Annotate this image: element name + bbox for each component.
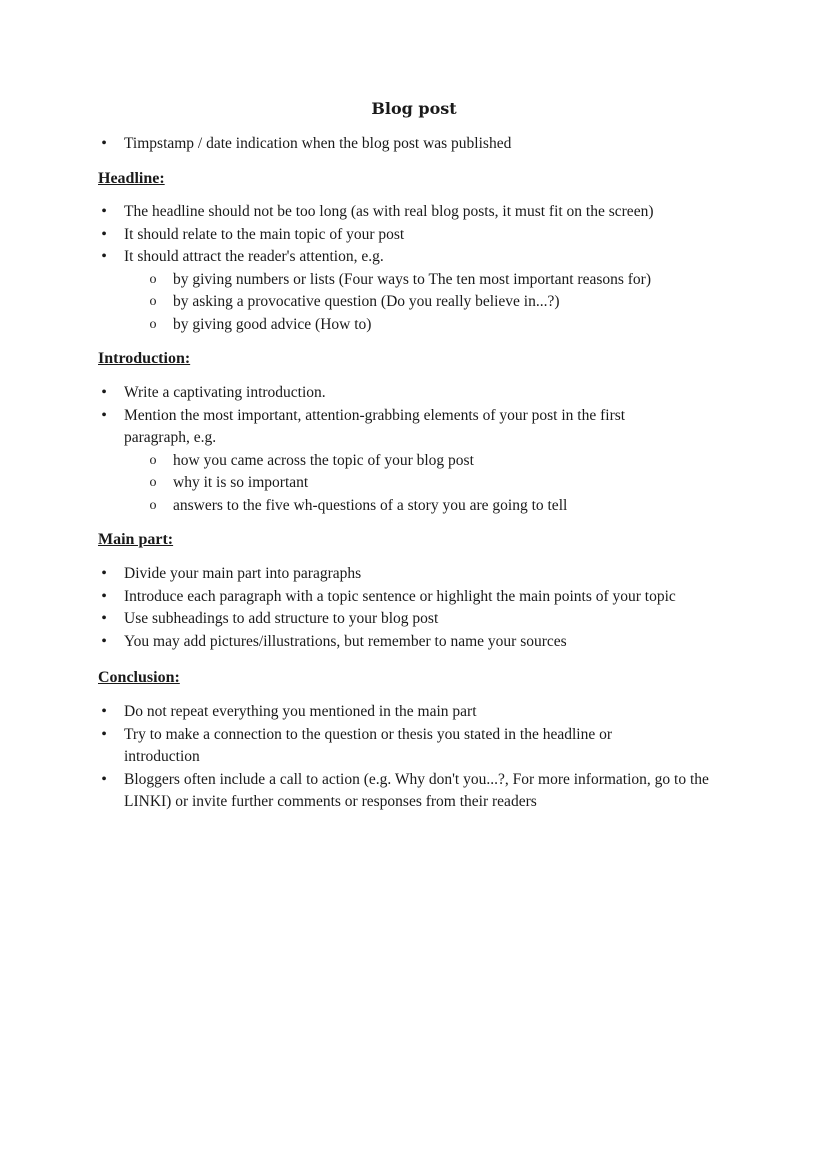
list-item-text: Use subheadings to add structure to your blog post: [124, 610, 439, 627]
bullet-icon: •: [101, 703, 107, 720]
list-item: [0, 608, 828, 631]
list-item: [0, 563, 828, 586]
sub-list-item: [0, 450, 828, 473]
bullet-icon: •: [101, 610, 107, 627]
sub-list-item: [0, 269, 828, 292]
list-item: [0, 246, 828, 269]
section-heading-conclusion: Conclusion:: [98, 669, 180, 686]
bullet-icon: •: [101, 587, 107, 605]
sub-list-item-text: why it is so important: [173, 474, 309, 491]
bullet-icon: •: [101, 565, 107, 582]
list-item-text: Timpstamp / date indication when the blog post was published: [124, 135, 512, 152]
list-item: [0, 701, 828, 724]
bullet-icon: •: [101, 203, 107, 220]
bullet-icon: •: [101, 725, 107, 743]
list-item: [0, 201, 828, 224]
bullet-icon: •: [101, 248, 107, 265]
list-item: [0, 224, 828, 247]
sub-list-item-text: by giving numbers or lists (Four ways to The ten most important reasons for): [173, 270, 652, 288]
sub-bullet-icon: o: [149, 452, 157, 468]
sub-bullet-icon: o: [149, 294, 157, 309]
bullet-icon: •: [101, 406, 107, 424]
bullet-icon: •: [101, 225, 107, 243]
section-heading-headline: Headline:: [98, 170, 165, 187]
list-item: [0, 382, 828, 405]
list-item: [0, 724, 828, 769]
sub-list-item-text: by giving good advice (How to): [173, 315, 372, 333]
list-item: [0, 405, 828, 450]
bullet-icon: •: [101, 770, 107, 788]
list-item: [0, 769, 828, 814]
list-item: [0, 631, 828, 654]
main-part-list: [0, 563, 828, 653]
sub-list-item-text: answers to the five wh-questions of a story you are going to tell: [173, 496, 568, 514]
sub-bullet-icon: o: [149, 316, 157, 332]
sub-bullet-icon: o: [149, 271, 157, 287]
introduction-list: [0, 382, 828, 517]
list-item-text: The headline should not be too long (as with real blog posts, it must fit on the screen): [124, 203, 654, 220]
sub-list-item: [0, 314, 828, 337]
page-title: Blog post: [371, 99, 457, 118]
list-item-text: Mention the most important, attention-grabbing elements of your post in the first paragraph, e.g.: [124, 406, 626, 446]
list-item-text: Write a captivating introduction.: [124, 384, 326, 401]
list-item-text: Introduce each paragraph with a topic sentence or highlight the main points of your topic: [124, 587, 676, 605]
bullet-icon: •: [101, 135, 107, 152]
intro-list: [0, 133, 828, 156]
list-item: [0, 133, 828, 156]
section-heading-main-part: Main part:: [98, 531, 174, 548]
headline-list: [0, 201, 828, 336]
bullet-icon: •: [101, 384, 107, 401]
list-item-text: It should attract the reader's attention, e.g.: [124, 248, 384, 265]
list-item-text: Divide your main part into paragraphs: [124, 565, 362, 582]
list-item-text: It should relate to the main topic of your post: [124, 225, 405, 243]
list-item-text: Try to make a connection to the question or thesis you stated in the headline or introduction: [124, 725, 613, 765]
sub-list-item-text: how you came across the topic of your blog post: [173, 451, 474, 469]
sub-bullet-icon: o: [149, 497, 157, 513]
section-heading-introduction: Introduction:: [98, 350, 191, 367]
list-item-text: Do not repeat everything you mentioned in the main part: [124, 703, 477, 720]
sub-bullet-icon: o: [149, 475, 157, 490]
conclusion-list: [0, 701, 828, 814]
list-item: [0, 586, 828, 609]
sub-list-item: [0, 291, 828, 314]
bullet-icon: •: [101, 632, 107, 650]
sub-list-item: [0, 495, 828, 518]
list-item-text: You may add pictures/illustrations, but remember to name your sources: [124, 632, 567, 650]
list-item-text: Bloggers often include a call to action (e.g. Why don't you...?, For more information, go to the LINKI) or invite further comments or responses from their readers: [124, 770, 709, 810]
sub-list-item-text: by asking a provocative question (Do you really believe in...?): [173, 293, 560, 310]
sub-list-item: [0, 472, 828, 495]
